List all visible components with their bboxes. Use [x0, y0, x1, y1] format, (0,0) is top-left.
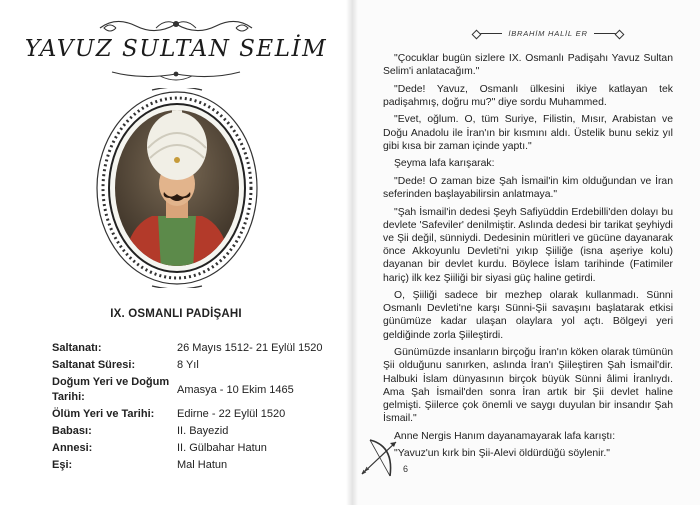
info-label: Saltanatı: [52, 342, 102, 354]
info-row [52, 458, 332, 473]
scroll-ornament-bottom-icon [108, 66, 244, 82]
paragraph: "Evet, oğlum. O, tüm Suriye, Filistin, Mısır, Arabistan ve Doğu Anadolu ile İran'ın bir kısmını aldı. Üstelik bunu sekiz yıl gibi kısa bir zaman içinde yaptı." [383, 114, 673, 152]
chapter-subtitle: IX. OSMANLI PADİŞAHI [110, 308, 242, 320]
info-row [52, 441, 332, 456]
running-header [468, 26, 628, 40]
page-number: 6 [403, 464, 409, 474]
author-name: İBRAHİM HALİL ER [508, 28, 588, 38]
paragraph: Günümüzde insanların birçoğu İran'ın köken olarak tümünün Şii olduğunu sanırken, aslında İran'ı Şiileştiren Şah İsmail'dir. Halbuki İslam dünyasının birçok büyük Sünni âlimi İranlıydı. Ama Şah İsmail'den sonra İran artık bir Şii devlet haline gelmişti. Şiilerce çok önemli ve saygı duyulan bir insandır Şah İsmail." [383, 347, 673, 425]
info-row [52, 341, 332, 356]
paragraph: Anne Nergis Hanım dayanamayarak lafa karıştı: [394, 430, 616, 442]
sultan-portrait [92, 88, 262, 288]
info-row [52, 424, 332, 439]
paragraph: "Dede! O zaman bize Şah İsmail'in kim olduğundan ve İran seferinden başlayabilirsin anlatmaya." [383, 175, 673, 201]
info-value: II. Gülbahar Hatun [177, 442, 267, 454]
book-gutter [346, 0, 358, 505]
info-value: Mal Hatun [177, 459, 228, 471]
info-value: 8 Yıl [177, 359, 199, 371]
paragraph: "Dede! Yavuz, Osmanlı ülkesini ikiye katlayan tek padişahmış, doğru mu?" diye sordu Muhammed. [383, 83, 673, 108]
info-value: Amasya - 10 Ekim 1465 [177, 383, 294, 396]
info-value: II. Bayezid [177, 425, 229, 437]
info-row [52, 375, 332, 405]
paragraph: "Yavuz'un kırk bin Şii-Alevi öldürdüğü söylenir." [394, 448, 610, 460]
info-label: Babası: [52, 425, 92, 437]
paragraph: "Şah İsmail'in dedesi Şeyh Safiyüddin Erdebilli'den dolayı bu devlete 'Safeviler' denilmiştir. Aslında dedesi bir tarikat şeyhiydi ve Şii değil, sünniydi. Dedesinin müritleri ve gücüne dayanarak önce Akkoyunlu Devleti'ni yıkıp Şiiliğe (isna aşeriye kolu) dayanan bir devlet kurdu. Böylece İslam tarihinde (Fatimiler hariç) ilk kez Şiiliği bir siyasi güç haline getirdi. [383, 206, 673, 284]
info-value: Edirne - 22 Eylül 1520 [177, 408, 286, 420]
info-row [52, 407, 332, 422]
story-text [383, 52, 673, 465]
info-row [52, 358, 332, 373]
info-label: Saltanat Süresi: [52, 359, 136, 371]
header-rule-left [476, 33, 502, 34]
info-label: Eşi: [52, 459, 73, 471]
info-label: Doğum Yeri ve Doğum Tarihi: [52, 376, 170, 403]
info-table [52, 341, 332, 475]
paragraph: O, Şiiliği sadece bir mezhep olarak kullanmadı. Sünni Osmanlı Devleti'ne karşı Sünni-Şii savaşını başlatarak etkisi günümüze kadar ulaşan olaylara yol açtı. Bölgeyi yeri geldiğinde zorla Şiileştirdi. [383, 290, 673, 341]
paragraph: Şeyma lafa karışarak: [394, 158, 495, 170]
info-value: 26 Mayıs 1512- 21 Eylül 1520 [177, 342, 323, 354]
info-label: Annesi: [52, 442, 93, 454]
scroll-ornament-top-icon [96, 14, 256, 38]
header-rule-right [594, 33, 620, 34]
info-label: Ölüm Yeri ve Tarihi: [52, 408, 155, 420]
paragraph: "Çocuklar bugün sizlere IX. Osmanlı Padişahı Yavuz Sultan Selim'i anlatacağım." [383, 53, 673, 78]
bow-and-arrow-icon [360, 436, 400, 480]
chapter-title: YAVUZ SULTAN SELİM [24, 36, 328, 62]
